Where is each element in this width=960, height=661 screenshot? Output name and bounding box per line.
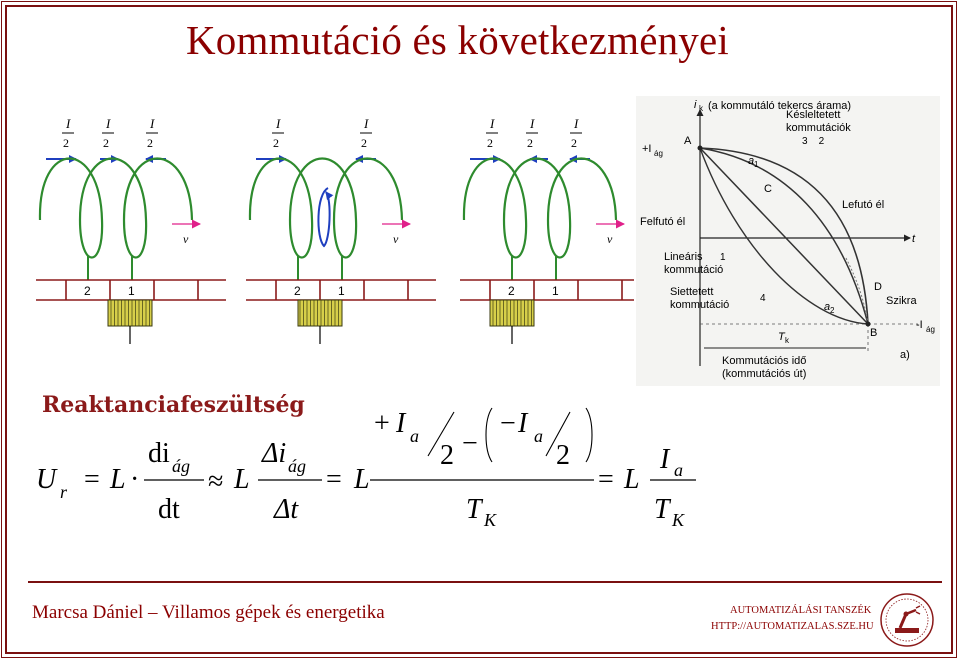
- fraction-label: [62, 116, 74, 150]
- brush: [490, 300, 534, 326]
- svg-text:Lefutó él: Lefutó él: [842, 199, 885, 211]
- fraction-label: [486, 116, 498, 150]
- svg-text:−: −: [462, 428, 478, 459]
- commutator-bar: [460, 280, 634, 300]
- svg-text:2: 2: [571, 136, 577, 150]
- svg-text:I: I: [660, 444, 670, 475]
- svg-text:3 2: 3 2: [802, 136, 825, 147]
- fraction-label: [360, 116, 372, 150]
- svg-text:2: 2: [273, 136, 279, 150]
- svg-text:ág: ág: [288, 456, 306, 476]
- svg-text:I: I: [574, 116, 579, 131]
- svg-text:kommutációk: kommutációk: [786, 122, 851, 134]
- svg-text:di: di: [148, 438, 170, 469]
- winding-coil: [40, 159, 192, 258]
- fraction-label: [526, 116, 538, 150]
- svg-text:a): a): [900, 349, 910, 361]
- svg-text:L: L: [354, 464, 370, 495]
- section-heading: Reaktanciafeszültség: [42, 392, 305, 418]
- svg-text:2: 2: [830, 306, 835, 315]
- university-seal-logo: [878, 592, 936, 648]
- winding-diagrams: [30, 108, 640, 348]
- svg-text:=: =: [326, 464, 342, 495]
- svg-text:i: i: [694, 99, 697, 111]
- svg-text:K: K: [484, 510, 497, 530]
- svg-text:Késleltetett: Késleltetett: [786, 109, 841, 121]
- svg-text:D: D: [874, 281, 882, 293]
- current-change-fraction: [370, 408, 594, 530]
- brush: [298, 300, 342, 326]
- svg-text:k: k: [785, 336, 789, 345]
- svg-text:=: =: [84, 464, 100, 495]
- svg-text:L: L: [234, 464, 250, 495]
- svg-text:Felfutó él: Felfutó él: [640, 216, 686, 228]
- svg-text:B: B: [870, 327, 878, 339]
- svg-text:I: I: [518, 408, 528, 439]
- svg-text:L: L: [624, 464, 640, 495]
- reactance-voltage-formula: [30, 400, 710, 535]
- svg-text:2: 2: [103, 136, 109, 150]
- svg-text:1: 1: [338, 284, 345, 298]
- svg-text:1: 1: [128, 284, 135, 298]
- svg-text:2: 2: [63, 136, 69, 150]
- svg-text:dt: dt: [158, 494, 180, 525]
- svg-text:I: I: [530, 116, 535, 131]
- svg-text:I: I: [150, 116, 155, 131]
- footer-author: Marcsa Dániel – Villamos gépek és energetika: [32, 602, 385, 623]
- svg-text:k: k: [699, 104, 703, 113]
- brush: [108, 300, 152, 326]
- svg-text:kommutáció: kommutáció: [664, 264, 724, 276]
- commutator-bar: [246, 280, 436, 300]
- footer-department: AUTOMATIZÁLÁSI TANSZÉK: [730, 605, 872, 616]
- svg-text:U: U: [36, 464, 57, 495]
- slide-title: Kommutáció és következményei: [186, 17, 729, 63]
- svg-text:a: a: [824, 301, 831, 313]
- svg-text:·: ·: [130, 464, 140, 495]
- fraction-label: [570, 116, 582, 150]
- svg-text:2: 2: [556, 440, 570, 471]
- svg-text:a: a: [674, 460, 683, 480]
- svg-text:Lineáris: Lineáris: [664, 251, 703, 263]
- svg-text:-I: -I: [916, 319, 923, 331]
- commutation-graph: [636, 96, 940, 386]
- fraction-label: [102, 116, 114, 150]
- winding-panel-1: [36, 116, 226, 344]
- winding-panel-3: [460, 116, 634, 344]
- circulating-current-arrow: [318, 188, 329, 246]
- svg-text:2: 2: [147, 136, 153, 150]
- svg-text:2: 2: [294, 284, 301, 298]
- svg-text:Δt: Δt: [274, 494, 299, 525]
- svg-text:a: a: [410, 426, 419, 446]
- svg-text:I: I: [396, 408, 406, 439]
- svg-text:+I: +I: [642, 143, 652, 155]
- svg-text:ág: ág: [926, 325, 935, 334]
- svg-text:T: T: [654, 494, 670, 525]
- svg-text:1: 1: [720, 252, 726, 263]
- svg-text:t: t: [912, 233, 916, 245]
- svg-text:T: T: [778, 331, 785, 343]
- svg-text:r: r: [60, 482, 68, 502]
- svg-text:I: I: [490, 116, 495, 131]
- svg-text:A: A: [684, 135, 692, 147]
- svg-text:+: +: [374, 408, 390, 439]
- svg-text:Δi: Δi: [262, 438, 287, 469]
- svg-text:C: C: [764, 183, 772, 195]
- svg-text:Kommutációs idő: Kommutációs idő: [722, 355, 807, 367]
- result-fraction: [650, 444, 696, 530]
- svg-text:2: 2: [527, 136, 533, 150]
- svg-text:1: 1: [754, 160, 759, 169]
- svg-text:ág: ág: [654, 149, 663, 158]
- svg-text:Szikra: Szikra: [886, 295, 917, 307]
- winding-panel-2: [246, 116, 436, 344]
- svg-text:a: a: [748, 155, 755, 167]
- commutator-bar: [36, 280, 226, 300]
- winding-coil: [464, 159, 616, 258]
- svg-text:2: 2: [84, 284, 91, 298]
- difference-fraction: [258, 438, 322, 525]
- point-a-marker: [698, 146, 703, 151]
- svg-text:T: T: [466, 494, 482, 525]
- differential-fraction: [144, 438, 204, 525]
- fraction-label: [146, 116, 158, 150]
- svg-text:L: L: [110, 464, 126, 495]
- svg-text:1: 1: [552, 284, 559, 298]
- svg-text:I: I: [276, 116, 281, 131]
- svg-text:I: I: [364, 116, 369, 131]
- velocity-label: v: [393, 232, 399, 246]
- point-b-marker: [866, 322, 871, 327]
- fraction-label: [272, 116, 284, 150]
- svg-text:a: a: [534, 426, 543, 446]
- svg-text:4: 4: [760, 293, 766, 304]
- svg-text:2: 2: [487, 136, 493, 150]
- svg-text:≈: ≈: [208, 466, 224, 497]
- svg-text:2: 2: [508, 284, 515, 298]
- footer-url[interactable]: HTTP://AUTOMATIZALAS.SZE.HU: [711, 621, 874, 632]
- svg-text:(kommutációs út): (kommutációs út): [722, 368, 807, 380]
- svg-text:kommutáció: kommutáció: [670, 299, 730, 311]
- svg-text:2: 2: [361, 136, 367, 150]
- svg-text:=: =: [598, 464, 614, 495]
- svg-text:2: 2: [440, 440, 454, 471]
- svg-text:−: −: [500, 408, 516, 439]
- svg-text:ág: ág: [172, 456, 190, 476]
- svg-text:Siettetett: Siettetett: [670, 286, 714, 298]
- svg-text:I: I: [106, 116, 111, 131]
- svg-text:I: I: [66, 116, 71, 131]
- velocity-label: v: [607, 232, 613, 246]
- footer-divider: [28, 581, 942, 583]
- velocity-label: v: [183, 232, 189, 246]
- svg-text:(a kommutáló tekercs árama): (a kommutáló tekercs árama): [708, 100, 852, 112]
- svg-text:K: K: [672, 510, 685, 530]
